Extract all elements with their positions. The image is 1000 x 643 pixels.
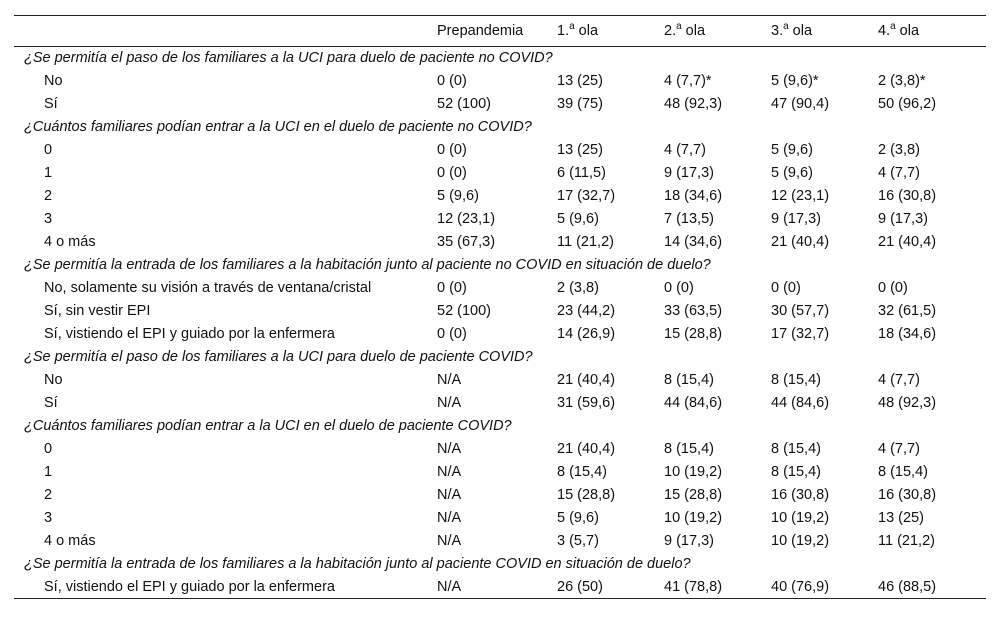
cell-value: 21 (40,4) [771,233,830,250]
cell-value: 0 (0) [437,164,467,181]
cell-value: N/A [437,440,462,457]
cell-value: 5 (9,6)* [771,72,819,89]
cell-value: 18 (34,6) [878,325,937,342]
cell-value: 14 (26,9) [557,325,616,342]
table-row [14,484,986,507]
table-row [14,300,986,323]
section-question: ¿Se permitía el paso de los familiares a la UCI para duelo de paciente no COVID? [24,50,553,66]
cell-value: 5 (9,6) [771,164,813,181]
cell-value: 5 (9,6) [557,509,599,526]
cell-value: 0 (0) [878,279,908,296]
row-label: Sí, vistiendo el EPI y guiado por la enfermera [14,576,437,599]
cell-value: 12 (23,1) [771,187,830,204]
row-label: 1 [44,463,53,480]
cell-value: 13 (25) [557,141,603,158]
cell-value: 35 (67,3) [437,233,496,250]
table-row [14,438,986,461]
cell-value: 32 (61,5) [878,302,937,319]
cell-value: 15 (28,8) [664,325,723,342]
row-label: 3 [44,210,53,227]
cell-value: 26 (50) [557,576,664,599]
row-label: No, solamente su visión a través de ventana/cristal [44,279,372,296]
table-row [14,392,986,415]
table-row [14,369,986,392]
cell-value: 4 (7,7) [878,371,920,388]
cell-value: 5 (9,6) [771,141,813,158]
cell-value: 7 (13,5) [664,210,714,227]
cell-value: 11 (21,2) [557,233,614,250]
cell-value: 4 (7,7) [878,164,920,181]
cell-value: 33 (63,5) [664,302,723,319]
cell-value: 5 (9,6) [437,187,479,204]
cell-value: N/A [437,532,462,549]
cell-value: 0 (0) [771,279,801,296]
cell-value: 14 (34,6) [664,233,723,250]
cell-value: 10 (19,2) [664,509,723,526]
row-label: Sí, vistiendo el EPI y guiado por la enfermera [44,325,335,342]
cell-value: 8 (15,4) [664,440,714,457]
cell-value: 18 (34,6) [664,187,723,204]
cell-value: 16 (30,8) [878,187,937,204]
header-cell-ola-2: 2.$^a$ ola [664,16,771,47]
cell-value: 17 (32,7) [557,187,616,204]
cell-value: 2 (3,8) [878,141,920,158]
row-label: 3 [44,509,53,526]
row-label: 1 [44,164,53,181]
data-table [14,15,986,599]
row-label: Sí, sin vestir EPI [44,302,151,319]
cell-value: N/A [437,371,462,388]
cell-value: 21 (40,4) [557,371,616,388]
header-row [14,16,986,47]
cell-value: 40 (76,9) [771,576,878,599]
table-row [14,277,986,300]
cell-value: 0 (0) [437,279,467,296]
cell-value: 8 (15,4) [664,371,714,388]
cell-value: 12 (23,1) [437,210,496,227]
cell-value: 16 (30,8) [878,486,937,503]
table-row [14,139,986,162]
cell-value: N/A [437,486,462,503]
cell-value: N/A [437,463,462,480]
cell-value: 48 (92,3) [664,95,723,112]
row-label: 0 [44,440,53,457]
cell-value: 10 (19,2) [771,509,830,526]
cell-value: 0 (0) [437,325,467,342]
cell-value: 30 (57,7) [771,302,830,319]
cell-value: 48 (92,3) [878,394,937,411]
cell-value: 17 (32,7) [771,325,830,342]
table-row [14,530,986,553]
cell-value: 15 (28,8) [664,486,723,503]
cell-value: 10 (19,2) [664,463,723,480]
cell-value: 2 (3,8)* [878,72,926,89]
cell-value: 13 (25) [878,509,924,526]
cell-value: 21 (40,4) [878,233,937,250]
cell-value: N/A [437,394,462,411]
section-question: ¿Cuántos familiares podían entrar a la UCI en el duelo de paciente COVID? [24,417,512,434]
cell-value: 8 (15,4) [771,440,821,457]
header-cell-prepandemia: Prepandemia [437,16,557,47]
cell-value: 39 (75) [557,95,603,112]
cell-value: 44 (84,6) [771,394,830,411]
section-question-row [14,346,986,369]
table-row [14,70,986,93]
cell-value: 23 (44,2) [557,302,616,319]
section-question: ¿Se permitía la entrada de los familiares a la habitación junto al paciente no COVID en situación de duelo? [24,256,711,273]
cell-value: 13 (25) [557,72,603,89]
row-label: 2 [44,486,53,503]
cell-value: 5 (9,6) [557,210,599,227]
row-label: Sí [44,394,58,411]
cell-value: 11 (21,2) [878,532,935,549]
row-label: 0 [44,141,53,158]
cell-value: 9 (17,3) [771,210,821,227]
header-cell-empty [14,16,437,47]
section-question: ¿Se permitía el paso de los familiares a la UCI para duelo de paciente COVID? [24,348,533,365]
row-label: 4 o más [44,532,96,549]
cell-value: 6 (11,5) [557,164,606,181]
table-body [14,47,986,599]
row-label: No [44,371,63,388]
header-cell-ola-3: 3.$^a$ ola [771,16,878,47]
table-row [14,162,986,185]
row-label: Sí [44,95,58,112]
table-row [14,185,986,208]
cell-value: 4 (7,7) [878,440,920,457]
cell-value: 16 (30,8) [771,486,830,503]
cell-value: 52 (100) [437,95,492,112]
table-row [14,323,986,346]
section-question-row [14,553,986,576]
cell-value: 31 (59,6) [557,394,616,411]
cell-value: 8 (15,4) [771,371,821,388]
cell-value: 0 (0) [437,72,467,89]
table-row [14,208,986,231]
table-row [14,507,986,530]
cell-value: 0 (0) [437,141,467,158]
cell-value: 15 (28,8) [557,486,616,503]
cell-value: 8 (15,4) [557,463,607,480]
cell-value: 50 (96,2) [878,95,937,112]
table-row [14,231,986,254]
cell-value: 10 (19,2) [771,532,830,549]
cell-value: 0 (0) [664,279,694,296]
row-label: 4 o más [44,233,96,250]
header-cell-ola-4: 4.$^a$ ola [878,16,986,47]
cell-value: 9 (17,3) [878,210,928,227]
cell-value: 9 (17,3) [664,532,714,549]
cell-value: 9 (17,3) [664,164,714,181]
cell-value: 41 (78,8) [664,576,771,599]
cell-value: 4 (7,7)* [664,72,712,89]
cell-value: 8 (15,4) [771,463,821,480]
cell-value: 52 (100) [437,302,492,319]
cell-value: 47 (90,4) [771,95,830,112]
table-row [14,461,986,484]
table-row [14,576,986,599]
cell-value: 46 (88,5) [878,576,986,599]
section-question-row [14,116,986,139]
cell-value: N/A [437,509,462,526]
section-question-row [14,415,986,438]
cell-value: 8 (15,4) [878,463,928,480]
cell-value: N/A [437,576,557,599]
row-label: No [44,72,63,89]
header-cell-ola-1: 1.$^a$ ola [557,16,664,47]
table-row [14,93,986,116]
cell-value: 21 (40,4) [557,440,616,457]
cell-value: 2 (3,8) [557,279,599,296]
section-question: ¿Cuántos familiares podían entrar a la UCI en el duelo de paciente no COVID? [24,118,532,135]
cell-value: 44 (84,6) [664,394,723,411]
row-label: 2 [44,187,53,204]
section-question-row [14,47,986,70]
section-question: ¿Se permitía la entrada de los familiares a la habitación junto al paciente COVID en situación de duelo? [24,555,691,572]
section-question-row [14,254,986,277]
cell-value: 4 (7,7) [664,141,706,158]
cell-value: 3 (5,7) [557,532,599,549]
